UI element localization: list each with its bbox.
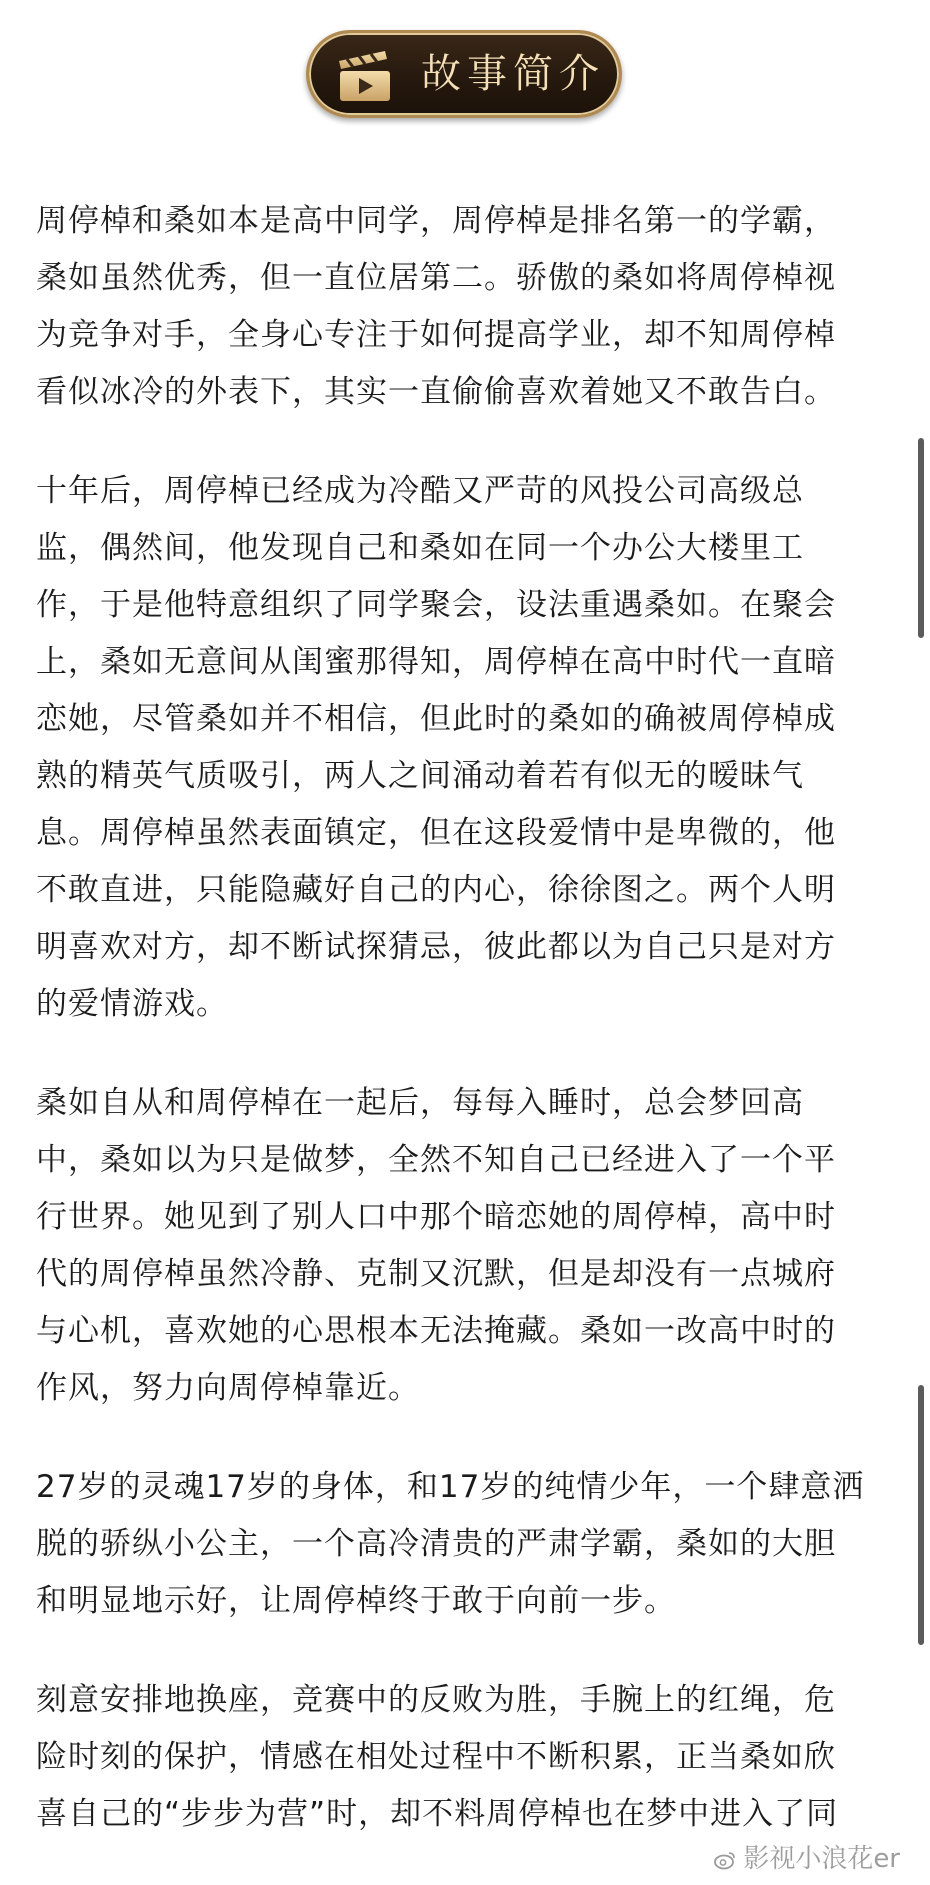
- text-line: 喜自己的“步步为营”时，却不料周停棹也在梦中进入了同: [36, 1796, 839, 1832]
- text-line: 脱的骄纵小公主，一个高冷清贵的严肃学霸，桑如的大胆: [36, 1526, 836, 1562]
- paragraph: [36, 1459, 876, 1630]
- text-line: 中，桑如以为只是做梦，全然不知自己已经进入了一个平: [36, 1142, 836, 1178]
- text-line: 熟的精英气质吸引，两人之间涌动着若有似无的暧昧气: [36, 758, 804, 794]
- scrollbar[interactable]: [918, 0, 924, 1883]
- watermark-text: 影视小浪花er: [743, 1844, 900, 1874]
- text-line: 刻意安排地换座，竞赛中的反败为胜，手腕上的红绳，危: [36, 1682, 836, 1718]
- section-header: [0, 30, 930, 120]
- scrollbar-thumb[interactable]: [918, 438, 924, 638]
- text-line: 和明显地示好，让周停棹终于敢于向前一步。: [36, 1583, 676, 1619]
- watermark: [713, 1838, 900, 1875]
- section-title: 故事简介: [421, 51, 605, 97]
- paragraph: [36, 1075, 876, 1417]
- text-line: 作，于是他特意组织了同学聚会，设法重遇桑如。在聚会: [36, 587, 836, 623]
- text-line: 的爱情游戏。: [36, 986, 228, 1022]
- text-line: 周停棹和桑如本是高中同学，周停棹是排名第一的学霸，: [36, 203, 836, 239]
- text-line: 息。周停棹虽然表面镇定，但在这段爱情中是卑微的，他: [36, 815, 836, 851]
- text-line: 与心机，喜欢她的心思根本无法掩藏。桑如一改高中时的: [36, 1313, 836, 1349]
- text-line: 十年后，周停棹已经成为冷酷又严苛的风投公司高级总: [36, 473, 804, 509]
- weibo-icon: [713, 1850, 737, 1870]
- text-line: 27岁的灵魂17岁的身体，和17岁的纯情少年，一个肆意洒: [36, 1469, 865, 1505]
- text-line: 代的周停棹虽然冷静、克制又沉默，但是却没有一点城府: [36, 1256, 836, 1292]
- text-line: 不敢直进，只能隐藏好自己的内心，徐徐图之。两个人明: [36, 872, 836, 908]
- text-line: 险时刻的保护，情感在相处过程中不断积累，正当桑如欣: [36, 1739, 836, 1775]
- paragraph: [36, 1672, 876, 1843]
- text-line: 恋她，尽管桑如并不相信，但此时的桑如的确被周停棹成: [36, 701, 836, 737]
- text-line: 作风，努力向周停棹靠近。: [36, 1370, 420, 1406]
- text-line: 看似冰冷的外表下，其实一直偷偷喜欢着她又不敢告白。: [36, 374, 836, 410]
- story-synopsis-article: [36, 193, 876, 1885]
- scrollbar-thumb[interactable]: [918, 1385, 924, 1645]
- text-line: 上，桑如无意间从闺蜜那得知，周停棹在高中时代一直暗: [36, 644, 836, 680]
- paragraph: [36, 463, 876, 1033]
- text-line: 明喜欢对方，却不断试探猜忌，彼此都以为自己只是对方: [36, 929, 836, 965]
- text-line: 桑如虽然优秀，但一直位居第二。骄傲的桑如将周停棹视: [36, 260, 836, 296]
- video-clapperboard-icon: [335, 47, 395, 105]
- text-line: 监，偶然间，他发现自己和桑如在同一个办公大楼里工: [36, 530, 804, 566]
- section-title-badge: [306, 30, 622, 118]
- text-line: 桑如自从和周停棹在一起后，每每入睡时，总会梦回高: [36, 1085, 804, 1121]
- text-line: 为竞争对手，全身心专注于如何提高学业，却不知周停棹: [36, 317, 836, 353]
- text-line: 行世界。她见到了别人口中那个暗恋她的周停棹，高中时: [36, 1199, 836, 1235]
- paragraph: [36, 193, 876, 421]
